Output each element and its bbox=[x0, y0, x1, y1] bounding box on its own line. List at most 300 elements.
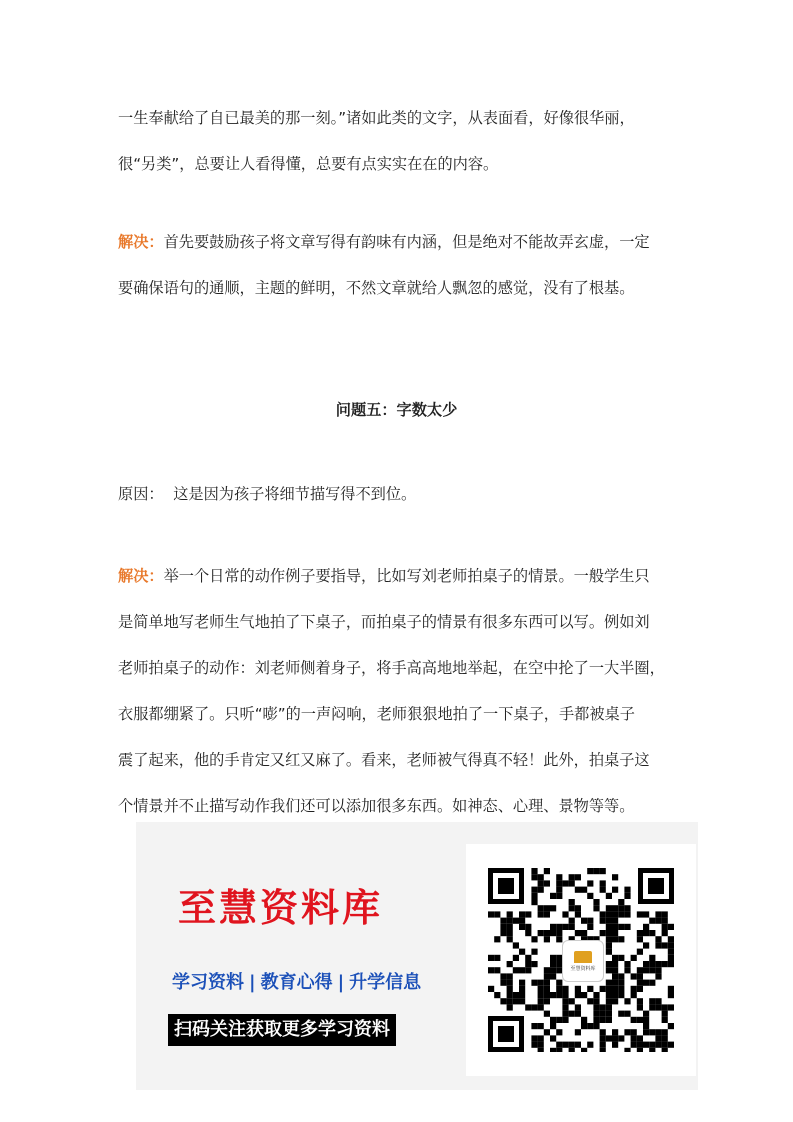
intro-paragraph bbox=[118, 106, 678, 176]
qr-module bbox=[544, 998, 550, 1004]
qr-module bbox=[587, 868, 593, 874]
qr-module bbox=[538, 930, 544, 936]
qr-module bbox=[575, 874, 581, 880]
qr-module bbox=[612, 967, 618, 973]
qr-module bbox=[587, 880, 593, 886]
qr-module bbox=[600, 887, 606, 893]
qr-code-card[interactable] bbox=[466, 844, 696, 1076]
qr-module bbox=[662, 1042, 668, 1048]
qr-module bbox=[624, 905, 630, 911]
qr-module bbox=[668, 955, 674, 961]
qr-module bbox=[575, 930, 581, 936]
qr-module bbox=[562, 998, 568, 1004]
qr-module bbox=[544, 868, 550, 874]
qr-module bbox=[606, 942, 612, 948]
qr-module bbox=[618, 924, 624, 930]
qr-module bbox=[544, 930, 550, 936]
qr-module bbox=[624, 1029, 630, 1035]
qr-module bbox=[643, 911, 649, 917]
qr-module bbox=[618, 955, 624, 961]
qr-module bbox=[587, 998, 593, 1004]
qr-module bbox=[618, 905, 624, 911]
qr-module bbox=[612, 973, 618, 979]
qr-module bbox=[556, 1017, 562, 1023]
qr-module bbox=[519, 998, 525, 1004]
qr-module bbox=[550, 955, 556, 961]
qr-module bbox=[624, 924, 630, 930]
qr-module bbox=[631, 973, 637, 979]
solution-4-line-2: 要确保语句的通顺，主题的鲜明，不然文章就给人飘忽的感觉，没有了根基。 bbox=[118, 279, 635, 297]
qr-module bbox=[593, 1023, 599, 1029]
qr-module bbox=[655, 961, 661, 967]
tag-separator: | bbox=[249, 972, 256, 993]
qr-module bbox=[500, 998, 506, 1004]
qr-module bbox=[624, 911, 630, 917]
qr-module bbox=[649, 980, 655, 986]
solution-5-line-4: 衣服都绷紧了。只听“嘭”的一声闷响，老师狠狠地拍了一下桌子，手都被桌子 bbox=[118, 705, 635, 723]
qr-module bbox=[562, 1004, 568, 1010]
qr-module bbox=[649, 918, 655, 924]
qr-module bbox=[519, 911, 525, 917]
qr-module bbox=[618, 986, 624, 992]
qr-module bbox=[531, 1035, 537, 1041]
qr-module bbox=[556, 1042, 562, 1048]
qr-module bbox=[587, 924, 593, 930]
qr-module bbox=[500, 924, 506, 930]
qr-module bbox=[488, 955, 494, 961]
qr-module bbox=[649, 955, 655, 961]
qr-module bbox=[593, 998, 599, 1004]
qr-module bbox=[569, 899, 575, 905]
qr-module bbox=[649, 930, 655, 936]
qr-module bbox=[507, 973, 513, 979]
qr-module bbox=[624, 887, 630, 893]
qr-module bbox=[587, 1023, 593, 1029]
qr-module bbox=[569, 1042, 575, 1048]
qr-module bbox=[649, 1048, 655, 1052]
qr-module bbox=[531, 1023, 537, 1029]
qr-module bbox=[550, 893, 556, 899]
qr-module bbox=[643, 924, 649, 930]
qr-module bbox=[525, 955, 531, 961]
qr-module bbox=[668, 936, 674, 942]
qr-module bbox=[668, 992, 674, 998]
qr-module bbox=[519, 949, 525, 955]
qr-module bbox=[600, 986, 606, 992]
qr-module bbox=[507, 911, 513, 917]
banner-tagline bbox=[172, 970, 421, 996]
qr-module bbox=[612, 992, 618, 998]
qr-module bbox=[531, 961, 537, 967]
qr-module bbox=[637, 967, 643, 973]
qr-module bbox=[500, 980, 506, 986]
qr-module bbox=[600, 1011, 606, 1017]
qr-module bbox=[662, 1011, 668, 1017]
qr-module bbox=[538, 874, 544, 880]
qr-module bbox=[606, 1011, 612, 1017]
qr-module bbox=[519, 967, 525, 973]
qr-module bbox=[544, 986, 550, 992]
qr-module bbox=[612, 986, 618, 992]
qr-module bbox=[556, 924, 562, 930]
qr-module bbox=[600, 911, 606, 917]
qr-module bbox=[600, 918, 606, 924]
qr-module bbox=[488, 967, 494, 973]
qr-module bbox=[519, 986, 525, 992]
qr-module bbox=[581, 1048, 587, 1052]
solution-5-line-6: 个情景并不止描写动作我们还可以添加很多东西。如神态、心理、景物等等。 bbox=[118, 797, 635, 815]
qr-module bbox=[538, 980, 544, 986]
qr-module bbox=[531, 893, 537, 899]
qr-module bbox=[556, 986, 562, 992]
qr-module bbox=[519, 992, 525, 998]
qr-module bbox=[587, 893, 593, 899]
qr-module bbox=[655, 967, 661, 973]
qr-module bbox=[637, 1035, 643, 1041]
qr-module bbox=[494, 955, 500, 961]
qr-module bbox=[612, 911, 618, 917]
qr-module bbox=[600, 1048, 606, 1052]
tag-study-materials: 学习资料 bbox=[172, 972, 244, 993]
qr-module bbox=[494, 911, 500, 917]
qr-module bbox=[612, 936, 618, 942]
qr-module bbox=[649, 998, 655, 1004]
qr-module bbox=[655, 1004, 661, 1010]
qr-module bbox=[668, 986, 674, 992]
qr-module bbox=[606, 924, 612, 930]
qr-module bbox=[575, 986, 581, 992]
qr-module bbox=[507, 986, 513, 992]
qr-module bbox=[581, 887, 587, 893]
qr-module bbox=[556, 880, 562, 886]
qr-module bbox=[538, 1023, 544, 1029]
qr-module bbox=[643, 967, 649, 973]
qr-module bbox=[544, 973, 550, 979]
qr-module bbox=[569, 998, 575, 1004]
qr-module bbox=[562, 986, 568, 992]
qr-module bbox=[662, 1035, 668, 1041]
qr-module bbox=[662, 1048, 668, 1052]
qr-module bbox=[544, 980, 550, 986]
qr-module bbox=[587, 986, 593, 992]
qr-module bbox=[562, 1042, 568, 1048]
qr-center-logo bbox=[562, 940, 604, 982]
qr-module bbox=[531, 868, 537, 874]
qr-module bbox=[550, 1035, 556, 1041]
qr-module bbox=[612, 887, 618, 893]
qr-module bbox=[600, 1042, 606, 1048]
qr-module bbox=[556, 936, 562, 942]
qr-module bbox=[624, 967, 630, 973]
qr-module bbox=[668, 949, 674, 955]
qr-module bbox=[556, 992, 562, 998]
qr-module bbox=[662, 961, 668, 967]
qr-module bbox=[606, 936, 612, 942]
solution-4-label: 解决： bbox=[118, 233, 164, 251]
qr-module bbox=[606, 1035, 612, 1041]
qr-module bbox=[637, 936, 643, 942]
promo-banner bbox=[136, 822, 698, 1090]
qr-module bbox=[649, 961, 655, 967]
qr-module bbox=[538, 1048, 544, 1052]
qr-module bbox=[544, 880, 550, 886]
qr-module bbox=[531, 936, 537, 942]
qr-module bbox=[668, 1004, 674, 1010]
qr-module bbox=[538, 880, 544, 886]
qr-module bbox=[606, 930, 612, 936]
qr-module bbox=[612, 955, 618, 961]
qr-module bbox=[637, 986, 643, 992]
qr-module bbox=[575, 911, 581, 917]
qr-module bbox=[538, 992, 544, 998]
qr-module bbox=[531, 874, 537, 880]
qr-module bbox=[544, 992, 550, 998]
qr-module bbox=[637, 911, 643, 917]
qr-module bbox=[556, 980, 562, 986]
qr-module bbox=[643, 1029, 649, 1035]
qr-module bbox=[612, 905, 618, 911]
qr-module bbox=[513, 998, 519, 1004]
qr-module bbox=[606, 992, 612, 998]
qr-module bbox=[655, 1035, 661, 1041]
qr-module bbox=[550, 992, 556, 998]
qr-module bbox=[631, 1035, 637, 1041]
qr-module bbox=[507, 1004, 513, 1010]
qr-module bbox=[500, 918, 506, 924]
qr-module bbox=[662, 942, 668, 948]
problem-5-heading: 问题五：字数太少 bbox=[335, 401, 458, 419]
qr-logo-label: 至慧资料库 bbox=[570, 965, 596, 972]
qr-module bbox=[668, 942, 674, 948]
qr-module bbox=[643, 961, 649, 967]
qr-module bbox=[631, 986, 637, 992]
qr-module bbox=[525, 1004, 531, 1010]
qr-module bbox=[531, 1042, 537, 1048]
qr-module bbox=[655, 911, 661, 917]
tag-admission-info: 升学信息 bbox=[349, 972, 422, 993]
qr-module bbox=[631, 955, 637, 961]
qr-module bbox=[612, 924, 618, 930]
qr-module bbox=[513, 967, 519, 973]
qr-module bbox=[624, 998, 630, 1004]
qr-module bbox=[569, 905, 575, 911]
qr-module bbox=[668, 1023, 674, 1029]
qr-module bbox=[519, 980, 525, 986]
qr-module bbox=[649, 1004, 655, 1010]
qr-module bbox=[593, 905, 599, 911]
qr-module bbox=[655, 973, 661, 979]
qr-module bbox=[562, 1011, 568, 1017]
qr-module bbox=[655, 998, 661, 1004]
qr-module bbox=[618, 911, 624, 917]
qr-module bbox=[488, 986, 494, 992]
qr-module bbox=[556, 1029, 562, 1035]
qr-module bbox=[575, 887, 581, 893]
qr-module bbox=[569, 918, 575, 924]
qr-module bbox=[550, 905, 556, 911]
qr-module bbox=[637, 1004, 643, 1010]
solution-4-line-1 bbox=[118, 230, 678, 254]
qr-module bbox=[600, 880, 606, 886]
qr-module bbox=[562, 880, 568, 886]
qr-module bbox=[606, 911, 612, 917]
qr-module bbox=[569, 874, 575, 880]
qr-module bbox=[531, 1004, 537, 1010]
qr-module bbox=[593, 1004, 599, 1010]
qr-module bbox=[525, 967, 531, 973]
qr-module bbox=[544, 905, 550, 911]
qr-module bbox=[507, 918, 513, 924]
qr-module bbox=[643, 930, 649, 936]
qr-module bbox=[618, 1035, 624, 1041]
qr-module bbox=[550, 930, 556, 936]
qr-module bbox=[494, 967, 500, 973]
problem-5-reason bbox=[118, 482, 678, 506]
qr-module bbox=[538, 905, 544, 911]
qr-module bbox=[612, 1029, 618, 1035]
qr-module bbox=[606, 893, 612, 899]
qr-module bbox=[649, 1042, 655, 1048]
qr-module bbox=[544, 936, 550, 942]
qr-module bbox=[562, 911, 568, 917]
qr-module bbox=[581, 1023, 587, 1029]
solution-5-line-2: 是简单地写老师生气地拍了下桌子，而拍桌子的情景有很多东西可以写。例如刘 bbox=[118, 613, 650, 631]
solution-5-line-1 bbox=[118, 564, 678, 588]
qr-module bbox=[618, 936, 624, 942]
tag-education-insights: 教育心得 bbox=[260, 972, 333, 993]
qr-module bbox=[606, 967, 612, 973]
qr-module bbox=[606, 980, 612, 986]
solution-4-text-1: 首先要鼓励孩子将文章写得有韵味有内涵，但是绝对不能故弄玄虚，一定 bbox=[163, 233, 650, 251]
qr-module bbox=[637, 930, 643, 936]
qr-module bbox=[494, 936, 500, 942]
qr-module bbox=[606, 961, 612, 967]
qr-module bbox=[606, 1017, 612, 1023]
qr-module bbox=[507, 998, 513, 1004]
qr-module bbox=[575, 1042, 581, 1048]
qr-module bbox=[668, 924, 674, 930]
qr-module bbox=[637, 980, 643, 986]
qr-module bbox=[494, 992, 500, 998]
qr-module bbox=[606, 1004, 612, 1010]
qr-module bbox=[507, 924, 513, 930]
qr-module bbox=[637, 973, 643, 979]
qr-module bbox=[612, 930, 618, 936]
qr-module bbox=[593, 899, 599, 905]
qr-module bbox=[631, 1042, 637, 1048]
qr-module bbox=[488, 911, 494, 917]
qr-module bbox=[569, 1011, 575, 1017]
solution-5-paragraph bbox=[118, 564, 678, 818]
qr-module bbox=[593, 868, 599, 874]
qr-module bbox=[587, 1042, 593, 1048]
qr-module bbox=[649, 967, 655, 973]
qr-module bbox=[531, 899, 537, 905]
qr-module bbox=[612, 961, 618, 967]
qr-module bbox=[662, 924, 668, 930]
qr-module bbox=[519, 924, 525, 930]
qr-module bbox=[538, 887, 544, 893]
qr-module bbox=[581, 918, 587, 924]
qr-module bbox=[612, 918, 618, 924]
scan-prompt: 扫码关注获取更多学习资料 bbox=[168, 1014, 396, 1046]
qr-module bbox=[624, 1011, 630, 1017]
qr-module bbox=[575, 992, 581, 998]
qr-module bbox=[513, 918, 519, 924]
qr-module bbox=[600, 1035, 606, 1041]
qr-module bbox=[550, 1023, 556, 1029]
qr-module bbox=[600, 1017, 606, 1023]
tag-separator: | bbox=[337, 972, 345, 993]
qr-module bbox=[550, 1048, 556, 1052]
qr-module bbox=[662, 911, 668, 917]
qr-module bbox=[531, 949, 537, 955]
qr-module bbox=[538, 1004, 544, 1010]
qr-module bbox=[507, 930, 513, 936]
qr-module bbox=[662, 930, 668, 936]
qr-module bbox=[581, 992, 587, 998]
qr-module bbox=[643, 942, 649, 948]
qr-module bbox=[631, 1029, 637, 1035]
qr-module bbox=[550, 1017, 556, 1023]
qr-module bbox=[612, 1035, 618, 1041]
qr-module bbox=[581, 930, 587, 936]
qr-module bbox=[655, 1042, 661, 1048]
qr-module bbox=[513, 992, 519, 998]
qr-module bbox=[519, 918, 525, 924]
qr-module bbox=[500, 930, 506, 936]
qr-module bbox=[655, 942, 661, 948]
qr-module bbox=[525, 911, 531, 917]
qr-module bbox=[550, 924, 556, 930]
qr-module bbox=[606, 986, 612, 992]
qr-module bbox=[631, 992, 637, 998]
qr-module bbox=[507, 980, 513, 986]
qr-module bbox=[544, 967, 550, 973]
qr-module bbox=[575, 905, 581, 911]
qr-module bbox=[538, 986, 544, 992]
qr-module bbox=[662, 1004, 668, 1010]
qr-module bbox=[612, 998, 618, 1004]
brand-title: 至慧资料库 bbox=[178, 886, 384, 930]
qr-module bbox=[655, 918, 661, 924]
qr-module bbox=[525, 930, 531, 936]
qr-module bbox=[500, 973, 506, 979]
qr-module bbox=[637, 949, 643, 955]
reason-line: 原因： 这是因为孩子将细节描写得不到位。 bbox=[118, 485, 417, 503]
qr-module bbox=[593, 1017, 599, 1023]
solution-4-paragraph bbox=[118, 230, 678, 300]
qr-module bbox=[531, 980, 537, 986]
qr-module bbox=[556, 893, 562, 899]
qr-module bbox=[538, 1042, 544, 1048]
qr-module bbox=[668, 961, 674, 967]
qr-module bbox=[507, 992, 513, 998]
qr-module bbox=[550, 973, 556, 979]
qr-module bbox=[513, 942, 519, 948]
solution-5-line-3: 老师拍桌子的动作：刘老师侧着身子，将手高高地地举起，在空中抡了一大半圈， bbox=[118, 659, 665, 677]
qr-module bbox=[507, 936, 513, 942]
qr-module bbox=[637, 1048, 643, 1052]
qr-module bbox=[569, 924, 575, 930]
qr-module bbox=[544, 911, 550, 917]
qr-module bbox=[556, 874, 562, 880]
qr-module bbox=[643, 1023, 649, 1029]
qr-module bbox=[643, 1017, 649, 1023]
book-icon bbox=[574, 951, 592, 963]
qr-module bbox=[581, 1017, 587, 1023]
solution-5-line-5: 震了起来，他的手肯定又红又麻了。看来，老师被气得真不轻！此外，拍桌子这 bbox=[118, 751, 650, 769]
